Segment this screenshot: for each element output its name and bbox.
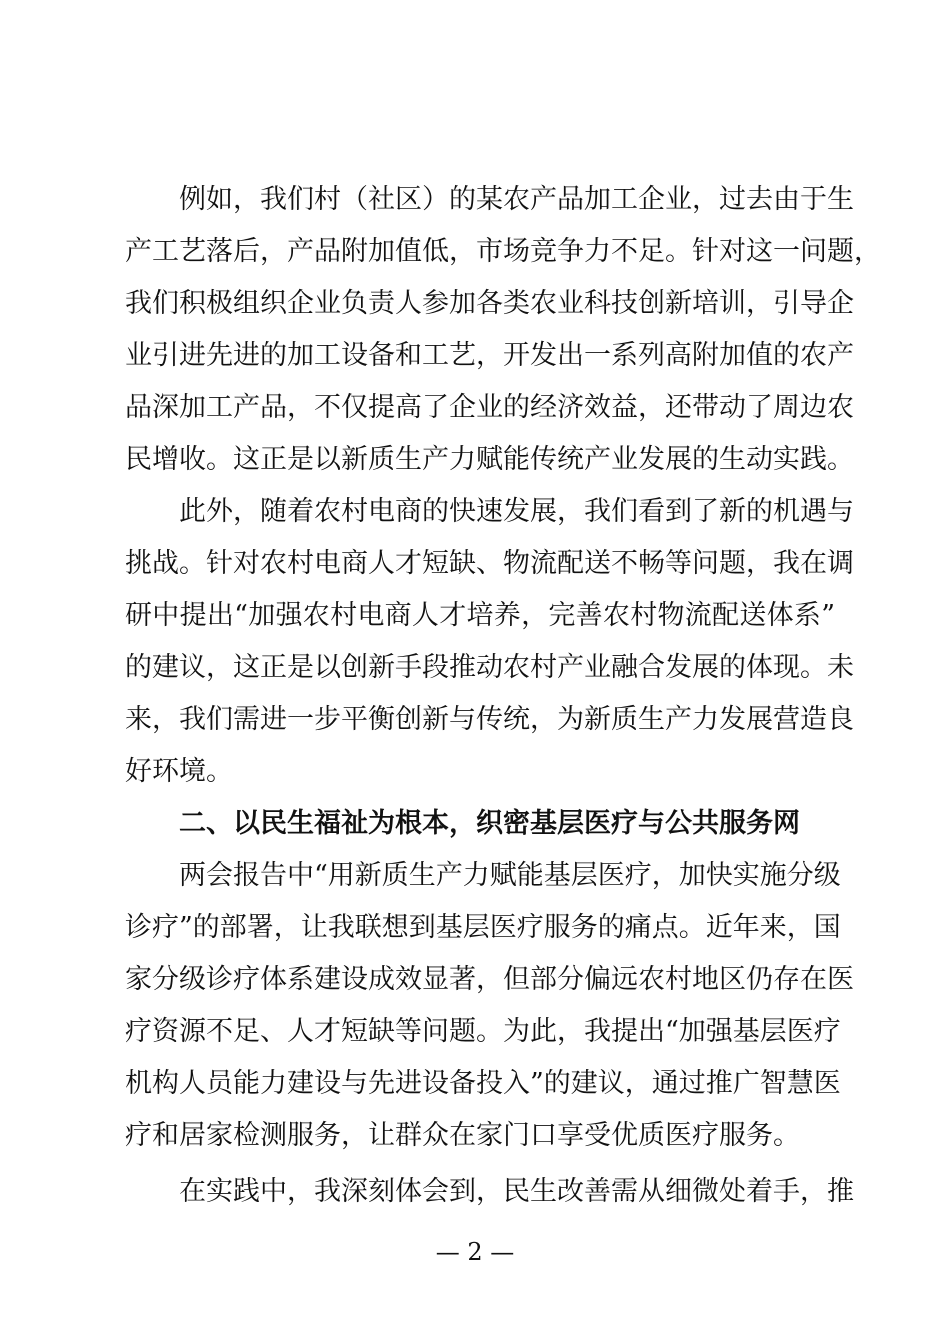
text-line: 在实践中，我深刻体会到，民生改善需从细微处着手，推 bbox=[179, 1176, 854, 1207]
text-line: 两会报告中“用新质生产力赋能基层医疗，加快实施分级 bbox=[179, 860, 841, 891]
text-line: 机构人员能力建设与先进设备投入”的建议，通过推广智慧医 bbox=[125, 1068, 841, 1099]
text-line: 挑战。针对农村电商人才短缺、物流配送不畅等问题，我在调 bbox=[125, 548, 854, 579]
text-line: 疗和居家检测服务，让群众在家门口享受优质医疗服务。 bbox=[125, 1120, 800, 1151]
text-line: 诊疗”的部署，让我联想到基层医疗服务的痛点。近年来，国 bbox=[125, 912, 841, 943]
text-line: 来，我们需进一步平衡创新与传统，为新质生产力发展营造良 bbox=[125, 704, 854, 735]
text-line: 产工艺落后，产品附加值低，市场竞争力不足。针对这一问题， bbox=[125, 236, 881, 267]
text-line: 民增收。这正是以新质生产力赋能传统产业发展的生动实践。 bbox=[125, 444, 854, 475]
page-number: — 2 — bbox=[435, 1238, 515, 1266]
text-line: 好环境。 bbox=[125, 756, 233, 787]
text-line: 品深加工产品，不仅提高了企业的经济效益，还带动了周边农 bbox=[125, 392, 854, 423]
text-line: 疗资源不足、人才短缺等问题。为此，我提出“加强基层医疗 bbox=[125, 1016, 841, 1047]
text-line: 例如，我们村（社区）的某农产品加工企业，过去由于生 bbox=[179, 184, 854, 215]
text-line: 研中提出“加强农村电商人才培养，完善农村物流配送体系” bbox=[125, 600, 835, 631]
text-line: 此外，随着农村电商的快速发展，我们看到了新的机遇与 bbox=[179, 496, 854, 527]
text-line: 我们积极组织企业负责人参加各类农业科技创新培训，引导企 bbox=[125, 288, 854, 319]
text-line: 家分级诊疗体系建设成效显著，但部分偏远农村地区仍存在医 bbox=[125, 964, 854, 995]
text-line: 的建议，这正是以创新手段推动农村产业融合发展的体现。未 bbox=[125, 652, 854, 683]
text-line: 业引进先进的加工设备和工艺，开发出一系列高附加值的农产 bbox=[125, 340, 854, 371]
section-heading: 二、以民生福祉为根本，织密基层医疗与公共服务网 bbox=[179, 808, 800, 839]
